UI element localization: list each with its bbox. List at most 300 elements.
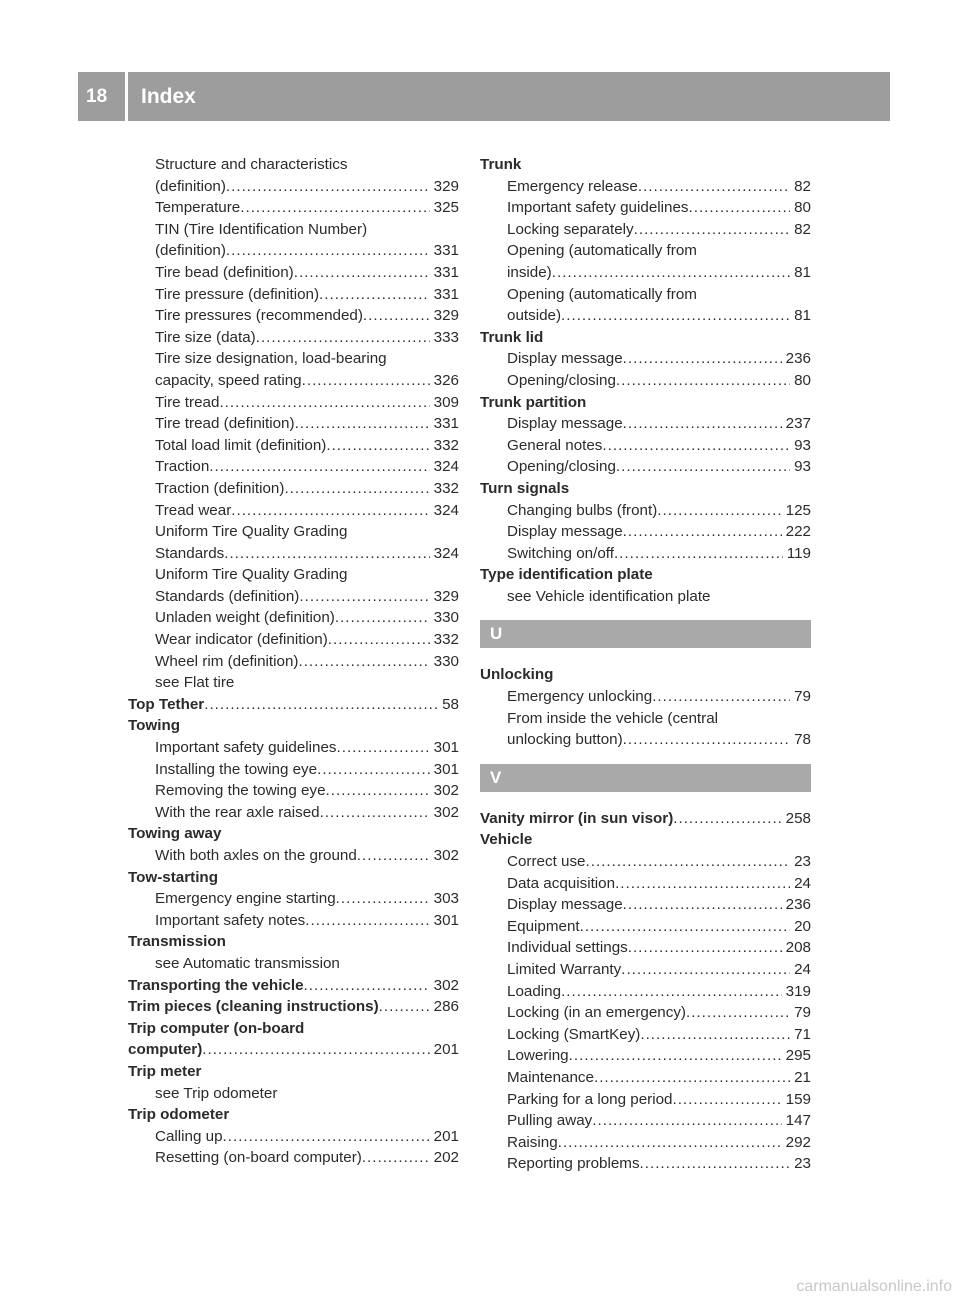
- entry-text: Opening/closing: [507, 371, 616, 389]
- index-subentry: [128, 154, 459, 176]
- dot-leader: [602, 435, 790, 457]
- index-heading[interactable]: [128, 975, 459, 997]
- index-subentry[interactable]: [480, 435, 811, 457]
- entry-text: Installing the towing eye: [155, 760, 318, 778]
- page-reference[interactable]: 332: [433, 631, 459, 649]
- index-subentry[interactable]: [128, 392, 459, 414]
- dot-leader: [594, 1067, 790, 1089]
- index-heading: [480, 664, 811, 686]
- dot-leader: [256, 327, 430, 349]
- entry-text: Trip computer (on-board: [128, 1019, 305, 1037]
- dot-leader: [586, 851, 791, 873]
- index-subentry[interactable]: [128, 737, 459, 759]
- index-subentry: [128, 953, 459, 975]
- page-reference[interactable]: 301: [433, 739, 459, 757]
- entry-text: Important safety guidelines: [507, 199, 689, 217]
- entry-text: Opening/closing: [507, 458, 616, 476]
- entry-text: Display message: [507, 523, 623, 541]
- entry-text: Changing bulbs (front): [507, 501, 658, 519]
- page-reference[interactable]: 332: [433, 479, 459, 497]
- page-reference[interactable]: 295: [785, 1047, 811, 1065]
- index-subentry[interactable]: [128, 413, 459, 435]
- dot-leader: [295, 413, 430, 435]
- dot-leader: [328, 629, 430, 651]
- dot-leader: [621, 959, 790, 981]
- entry-text: Individual settings: [507, 939, 628, 957]
- entry-text: outside): [507, 307, 562, 325]
- page-reference[interactable]: 202: [433, 1149, 459, 1167]
- dot-leader: [672, 1089, 781, 1111]
- index-heading[interactable]: [128, 1039, 459, 1061]
- entry-text: see Trip odometer: [155, 1084, 278, 1102]
- entry-text: Lowering: [507, 1047, 569, 1065]
- entry-text: Locking (SmartKey): [507, 1025, 641, 1043]
- page-reference[interactable]: 93: [794, 458, 811, 476]
- index-subentry[interactable]: [128, 888, 459, 910]
- index-column-left: [128, 154, 459, 1169]
- dot-leader: [652, 686, 790, 708]
- index-subentry[interactable]: [480, 262, 811, 284]
- index-heading: [128, 1104, 459, 1126]
- entry-text: Total load limit (definition): [155, 436, 327, 454]
- entry-text: From inside the vehicle (central: [507, 709, 719, 727]
- entry-text: Emergency release: [507, 177, 638, 195]
- dot-leader: [561, 305, 790, 327]
- page-reference[interactable]: 331: [433, 242, 459, 260]
- entry-text: Important safety notes: [155, 911, 306, 929]
- index-subentry[interactable]: [128, 500, 459, 522]
- index-subentry[interactable]: [480, 851, 811, 873]
- index-heading[interactable]: [128, 996, 459, 1018]
- page-reference[interactable]: 20: [794, 917, 811, 935]
- dot-leader: [204, 694, 438, 716]
- entry-text: (definition): [155, 177, 226, 195]
- entry-text: Traction: [155, 458, 210, 476]
- entry-text: Display message: [507, 415, 623, 433]
- entry-text: Calling up: [155, 1127, 223, 1145]
- entry-text: Maintenance: [507, 1068, 594, 1086]
- index-subentry[interactable]: [128, 305, 459, 327]
- index-subentry[interactable]: [128, 262, 459, 284]
- entry-text: Opening (automatically from: [507, 242, 697, 260]
- dot-leader: [592, 1110, 781, 1132]
- index-subentry[interactable]: [128, 780, 459, 802]
- dot-leader: [623, 521, 782, 543]
- dot-leader: [319, 284, 430, 306]
- page-reference[interactable]: 333: [433, 328, 459, 346]
- index-subentry[interactable]: [480, 176, 811, 198]
- entry-text: With both axles on the ground: [155, 847, 357, 864]
- page-reference[interactable]: 237: [785, 415, 811, 433]
- page-reference[interactable]: 324: [433, 458, 459, 476]
- page-reference[interactable]: 125: [785, 501, 811, 519]
- dot-leader: [638, 176, 790, 198]
- dot-leader: [231, 500, 429, 522]
- index-subentry[interactable]: [480, 348, 811, 370]
- entry-text: Temperature: [155, 199, 241, 217]
- index-subentry[interactable]: [128, 802, 459, 824]
- dot-leader: [302, 370, 430, 392]
- entry-text: Loading: [507, 982, 562, 1000]
- entry-text: Transmission: [128, 933, 226, 951]
- dot-leader: [226, 240, 430, 262]
- page-reference[interactable]: 93: [794, 436, 811, 454]
- page-reference[interactable]: 208: [785, 939, 811, 957]
- entry-text: Standards: [155, 544, 225, 562]
- page-reference[interactable]: 258: [785, 809, 811, 827]
- entry-text: Parking for a long period: [507, 1090, 673, 1108]
- index-subentry[interactable]: [480, 1153, 811, 1175]
- dot-leader: [305, 910, 429, 932]
- entry-text: Tire tread: [155, 393, 220, 411]
- index-subentry[interactable]: [128, 607, 459, 629]
- page-reference[interactable]: 319: [785, 982, 811, 1000]
- entry-text: Unlocking: [480, 666, 554, 684]
- page-reference[interactable]: 329: [433, 177, 459, 195]
- index-subentry[interactable]: [480, 305, 811, 327]
- dot-leader: [209, 456, 429, 478]
- page-reference[interactable]: 330: [433, 652, 459, 670]
- page-reference[interactable]: 71: [794, 1025, 811, 1043]
- index-subentry[interactable]: [480, 894, 811, 916]
- page-reference[interactable]: 324: [433, 501, 459, 519]
- index-heading[interactable]: [480, 808, 811, 830]
- entry-text: Wheel rim (definition): [155, 652, 299, 670]
- entry-text: General notes: [507, 436, 603, 454]
- dot-leader: [640, 1153, 791, 1175]
- dot-leader: [615, 873, 790, 895]
- entry-text: Trim pieces (cleaning instructions): [128, 998, 379, 1016]
- index-subentry: [480, 708, 811, 730]
- page-reference[interactable]: 331: [433, 415, 459, 433]
- entry-text: Tow-starting: [128, 868, 218, 886]
- index-subentry[interactable]: [128, 629, 459, 651]
- dot-leader: [686, 1002, 790, 1024]
- index-subentry: [128, 1083, 459, 1105]
- entry-text: capacity, speed rating: [155, 371, 302, 389]
- watermark: carmanualsonline.info: [796, 1278, 952, 1295]
- index-heading: [128, 1018, 459, 1040]
- dot-leader: [336, 888, 430, 910]
- page-reference[interactable]: 329: [433, 587, 459, 605]
- page-reference[interactable]: 309: [433, 393, 459, 411]
- page-title: Index: [141, 85, 196, 108]
- index-subentry: [128, 348, 459, 370]
- index-subentry[interactable]: [480, 1132, 811, 1154]
- index-subentry[interactable]: [128, 543, 459, 565]
- entry-text: Towing away: [128, 825, 222, 843]
- dot-leader: [558, 1132, 782, 1154]
- index-subentry[interactable]: [480, 521, 811, 543]
- page-reference[interactable]: 301: [433, 760, 459, 778]
- entry-text: Correct use: [507, 853, 586, 871]
- index-subentry: [480, 586, 811, 608]
- entry-text: Emergency unlocking: [507, 688, 653, 706]
- dot-leader: [569, 1045, 782, 1067]
- index-subentry[interactable]: [128, 478, 459, 500]
- index-subentry[interactable]: [128, 176, 459, 198]
- dot-leader: [657, 500, 781, 522]
- dot-leader: [240, 197, 429, 219]
- dot-leader: [337, 737, 430, 759]
- page-number: 18: [86, 86, 108, 107]
- page-reference[interactable]: 330: [433, 609, 459, 627]
- page-reference[interactable]: 302: [433, 976, 459, 994]
- dot-leader: [294, 262, 430, 284]
- index-subentry[interactable]: [128, 456, 459, 478]
- entry-text: Tire bead (definition): [155, 263, 294, 281]
- entry-text: Tire size (data): [155, 328, 256, 346]
- index-subentry[interactable]: [128, 1147, 459, 1169]
- entry-text: Opening (automatically from: [507, 285, 697, 303]
- dot-leader: [634, 219, 790, 241]
- page-reference[interactable]: 147: [785, 1112, 811, 1130]
- index-subentry[interactable]: [480, 197, 811, 219]
- dot-leader: [320, 802, 430, 824]
- entry-text: Top Tether: [128, 695, 205, 713]
- dot-leader: [317, 759, 430, 781]
- entry-text: Important safety guidelines: [155, 739, 337, 757]
- page-reference[interactable]: 331: [433, 263, 459, 281]
- entry-text: inside): [507, 263, 552, 281]
- entry-text: Tire pressure (definition): [155, 285, 320, 303]
- section-letter-header: V: [480, 764, 811, 792]
- index-subentry: [480, 240, 811, 262]
- index-heading: [480, 392, 811, 414]
- index-subentry: [480, 284, 811, 306]
- index-subentry[interactable]: [128, 197, 459, 219]
- index-subentry[interactable]: [128, 327, 459, 349]
- dot-leader: [219, 392, 429, 414]
- page-reference[interactable]: 201: [433, 1041, 459, 1059]
- page-reference[interactable]: 80: [794, 371, 811, 389]
- page-reference[interactable]: 331: [433, 285, 459, 303]
- page-reference[interactable]: 159: [785, 1090, 811, 1108]
- dot-leader: [623, 729, 790, 751]
- entry-text: Tire pressures (recommended): [155, 307, 363, 325]
- page-reference[interactable]: 81: [794, 307, 811, 325]
- page-reference[interactable]: 82: [794, 177, 811, 195]
- dot-leader: [640, 1024, 790, 1046]
- index-subentry[interactable]: [128, 586, 459, 608]
- dot-leader: [623, 894, 782, 916]
- entry-text: Wear indicator (definition): [155, 631, 328, 649]
- page-reference[interactable]: 292: [785, 1133, 811, 1151]
- page-reference[interactable]: 119: [786, 544, 811, 562]
- page-reference[interactable]: 302: [433, 847, 459, 864]
- index-subentry[interactable]: [480, 873, 811, 895]
- page-reference[interactable]: 286: [433, 998, 459, 1016]
- page-reference[interactable]: 301: [433, 911, 459, 929]
- entry-text: see Automatic transmission: [155, 954, 340, 972]
- page-reference[interactable]: 80: [794, 199, 811, 217]
- index-subentry[interactable]: [480, 1110, 811, 1132]
- page-reference[interactable]: 79: [794, 1004, 811, 1022]
- dot-leader: [326, 780, 430, 802]
- entry-text: Tread wear: [155, 501, 232, 519]
- dot-leader: [202, 1039, 429, 1061]
- index-heading: [480, 478, 811, 500]
- dot-leader: [298, 651, 429, 673]
- entry-text: (definition): [155, 242, 226, 260]
- page-reference[interactable]: 24: [794, 874, 811, 892]
- index-subentry[interactable]: [480, 916, 811, 938]
- index-heading: [480, 154, 811, 176]
- entry-text: Trunk: [480, 156, 522, 173]
- index-subentry[interactable]: [480, 1067, 811, 1089]
- page-reference[interactable]: 58: [442, 695, 459, 713]
- page-reference[interactable]: 23: [794, 853, 811, 871]
- header-divider: [125, 72, 128, 121]
- entry-text: Tire size designation, load-bearing: [155, 350, 387, 368]
- index-heading: [128, 931, 459, 953]
- page-reference[interactable]: 303: [433, 890, 459, 908]
- dot-leader: [689, 197, 791, 219]
- dot-leader: [304, 975, 430, 997]
- page-reference[interactable]: 236: [785, 350, 811, 368]
- entry-text: Towing: [128, 717, 181, 735]
- page-reference[interactable]: 82: [794, 220, 811, 238]
- index-subentry[interactable]: [480, 981, 811, 1003]
- dot-leader: [628, 937, 782, 959]
- index-heading[interactable]: [128, 694, 459, 716]
- dot-leader: [616, 370, 790, 392]
- index-subentry[interactable]: [480, 1024, 811, 1046]
- entry-text: Pulling away: [507, 1112, 593, 1130]
- entry-text: Type identification plate: [480, 566, 653, 584]
- index-subentry: [128, 672, 459, 694]
- index-subentry[interactable]: [480, 543, 811, 565]
- page-reference[interactable]: 236: [785, 896, 811, 914]
- dot-leader: [326, 435, 429, 457]
- dot-leader: [616, 456, 790, 478]
- entry-text: Standards (definition): [155, 587, 300, 605]
- entry-text: Traction (definition): [155, 479, 285, 497]
- entry-text: Turn signals: [480, 479, 570, 497]
- entry-text: Removing the towing eye: [155, 782, 326, 800]
- index-subentry[interactable]: [480, 219, 811, 241]
- entry-text: computer): [128, 1041, 203, 1059]
- entry-text: Limited Warranty: [507, 961, 622, 978]
- index-subentry[interactable]: [480, 686, 811, 708]
- entry-text: Transporting the vehicle: [128, 976, 304, 994]
- entry-text: Trip odometer: [128, 1106, 230, 1124]
- index-subentry[interactable]: [128, 651, 459, 673]
- dot-leader: [379, 996, 430, 1018]
- index-subentry: [128, 219, 459, 241]
- entry-text: Tire tread (definition): [155, 415, 295, 433]
- page-reference[interactable]: 79: [794, 688, 811, 706]
- entry-text: Structure and characteristics: [155, 156, 348, 173]
- dot-leader: [623, 348, 782, 370]
- page-reference[interactable]: 222: [785, 523, 811, 541]
- index-subentry[interactable]: [128, 284, 459, 306]
- index-subentry[interactable]: [480, 937, 811, 959]
- dot-leader: [284, 478, 429, 500]
- index-heading: [480, 829, 811, 851]
- dot-leader: [299, 586, 429, 608]
- index-subentry[interactable]: [128, 370, 459, 392]
- page-reference[interactable]: 201: [433, 1127, 459, 1145]
- index-subentry[interactable]: [480, 729, 811, 751]
- page-header: [78, 72, 890, 121]
- index-subentry[interactable]: [480, 413, 811, 435]
- index-heading: [128, 1061, 459, 1083]
- index-subentry[interactable]: [480, 456, 811, 478]
- index-subentry[interactable]: [480, 1045, 811, 1067]
- entry-text: With the rear axle raised: [155, 803, 320, 821]
- index-subentry: [128, 521, 459, 543]
- dot-leader: [363, 305, 430, 327]
- entry-text: Trip meter: [128, 1062, 202, 1080]
- entry-text: Locking separately: [507, 220, 634, 238]
- index-heading: [128, 823, 459, 845]
- page-reference[interactable]: 329: [433, 307, 459, 325]
- section-letter-header: U: [480, 620, 811, 648]
- page-reference[interactable]: 24: [794, 961, 811, 978]
- dot-leader: [580, 916, 790, 938]
- entry-text: Trunk lid: [480, 328, 544, 346]
- entry-text: Emergency engine starting: [155, 890, 336, 908]
- entry-text: see Flat tire: [155, 674, 235, 692]
- page-reference[interactable]: 81: [794, 263, 811, 281]
- index-subentry: [128, 564, 459, 586]
- index-subentry[interactable]: [128, 1126, 459, 1148]
- index-subentry[interactable]: [480, 1002, 811, 1024]
- entry-text: Data acquisition: [507, 874, 616, 892]
- index-heading: [480, 564, 811, 586]
- index-heading: [128, 715, 459, 737]
- index-subentry[interactable]: [480, 500, 811, 522]
- entry-text: Unladen weight (definition): [155, 609, 335, 627]
- index-subentry[interactable]: [128, 435, 459, 457]
- index-subentry[interactable]: [128, 759, 459, 781]
- page-reference[interactable]: 23: [794, 1155, 811, 1173]
- dot-leader: [614, 543, 783, 565]
- entry-text: Switching on/off: [507, 544, 614, 562]
- dot-leader: [623, 413, 782, 435]
- index-subentry[interactable]: [480, 959, 811, 981]
- entry-text: Vehicle: [480, 831, 533, 849]
- index-subentry[interactable]: [128, 910, 459, 932]
- dot-leader: [673, 808, 781, 830]
- index-column-right: [480, 154, 811, 1175]
- page-reference[interactable]: 325: [433, 199, 459, 217]
- page-reference[interactable]: 302: [433, 803, 459, 821]
- dot-leader: [357, 845, 430, 867]
- page-reference[interactable]: 21: [794, 1068, 811, 1086]
- index-subentry[interactable]: [128, 240, 459, 262]
- dot-leader: [224, 543, 429, 565]
- dot-leader: [552, 262, 790, 284]
- page-reference[interactable]: 78: [794, 731, 811, 749]
- index-subentry[interactable]: [128, 845, 459, 867]
- entry-text: Uniform Tire Quality Grading: [155, 566, 348, 584]
- index-subentry[interactable]: [480, 370, 811, 392]
- dot-leader: [362, 1147, 430, 1169]
- entry-text: Reporting problems: [507, 1155, 640, 1173]
- page-reference[interactable]: 324: [433, 544, 459, 562]
- page-reference[interactable]: 302: [433, 782, 459, 800]
- index-heading: [480, 327, 811, 349]
- entry-text: Locking (in an emergency): [507, 1004, 686, 1022]
- index-heading: [128, 867, 459, 889]
- page-reference[interactable]: 326: [433, 371, 459, 389]
- page-reference[interactable]: 332: [433, 436, 459, 454]
- entry-text: Display message: [507, 896, 623, 914]
- entry-text: TIN (Tire Identification Number): [155, 220, 368, 238]
- index-subentry[interactable]: [480, 1089, 811, 1111]
